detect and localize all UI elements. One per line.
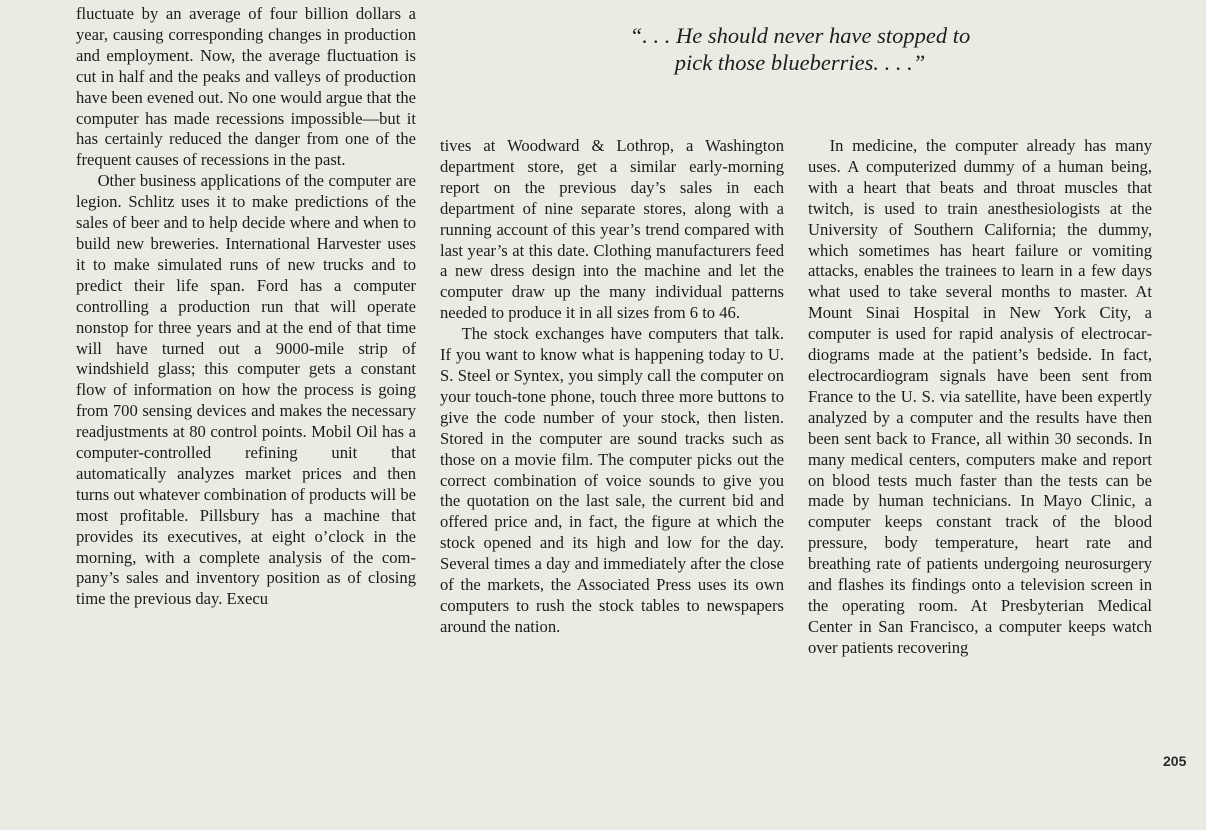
paragraph: In medicine, the computer already has many uses. A computerized dummy of a human being, with a heart that beats and throat muscles that twitch, is used to train anesthesiologists at the University of Southern California; the dummy, which sometimes has heart failure or vomiting attacks, enables the trainees to learn in a few days what used to take several months to master. At Mount Sinai Hospital in New York City, a computer is used for rapid analysis of electrocardiograms made at the patient’s bedside. In fact, electrocardiogram signals have been sent from France to the U. S. via satellite, have been expertly analyzed by a computer and the results have then been sent back to France, all within 30 seconds. In many medical centers, computers make and report on blood tests much faster than the tests can be made by human technicians. In Mayo Clinic, a computer keeps constant track of the blood pressure, body temperature, heart rate and breathing rate of patients undergoing neurosurgery and flashes its findings onto a television screen in the operating room. At Presbyterian Medical Center in San Francisco, a computer keeps watch over patients recovering: [808, 136, 1152, 657]
text-column-3: [808, 136, 1152, 659]
paragraph: Other business applications of the computer are legion. Schlitz uses it to make predictions of the sales of beer and to help decide where and when to build new breweries. International Harvester uses it to make simulated runs of new trucks and to predict their life span. Ford has a computer controlling a production run that will operate nonstop for three years and at the end of that time will have turned out a 9000-mile strip of windshield glass; this computer gets a constant flow of information on how the process is going from 700 sensing devices and makes the necessary readjustments at 80 control points. Mobil Oil has a computer-controlled refining unit that automatically analyzes market prices and then turns out whatever combination of products will be most profitable. Pillsbury has a machine that provides its executives, at eight o’clock in the morning, with a complete analysis of the company’s sales and inventory position as of closing time the previous day. Execu: [76, 171, 416, 609]
pull-quote-line-2: pick those blueberries. . . .”: [674, 50, 926, 75]
paragraph: fluctuate by an average of four billion dollars a year, causing corresponding changes in production and employment. Now, the average fluctuation is cut in half and the peaks and valleys of production have been evened out. No one would argue that the computer has made recessions impossible—but it has certainly reduced the danger from one of the frequent causes of recessions in the past.: [76, 4, 416, 170]
pull-quote: [520, 22, 1080, 76]
paragraph: tives at Woodward & Lothrop, a Washington department store, get a similar early-morning report on the previous day’s sales in each department of nine separate stores, along with a running account of this year’s trend compared with last year’s at this date. Clothing manufacturers feed a new dress design into the machine and let the computer draw up the many individual patterns needed to produce it in all sizes from 6 to 46.: [440, 136, 784, 323]
paragraph: The stock exchanges have computers that talk. If you want to know what is happening today to U. S. Steel or Syntex, you simply call the computer on your touch-tone phone, touch three more buttons to give the code number of your stock, then listen. Stored in the computer are sound tracks such as those on a movie film. The computer picks out the correct combination of voice sounds to give you the quotation on the last sale, the current bid and offered price and, in fact, the figure at which the stock opened and its high and low for the day. Several times a day and immediately after the close of the markets, the Associated Press uses its own computers to rush the stock tables to newspapers around the nation.: [440, 324, 784, 636]
text-column-2: [440, 136, 784, 638]
pull-quote-line-1: “. . . He should never have stopped to: [629, 23, 971, 48]
page-number: 205: [1163, 753, 1187, 769]
text-column-1: [76, 4, 416, 610]
